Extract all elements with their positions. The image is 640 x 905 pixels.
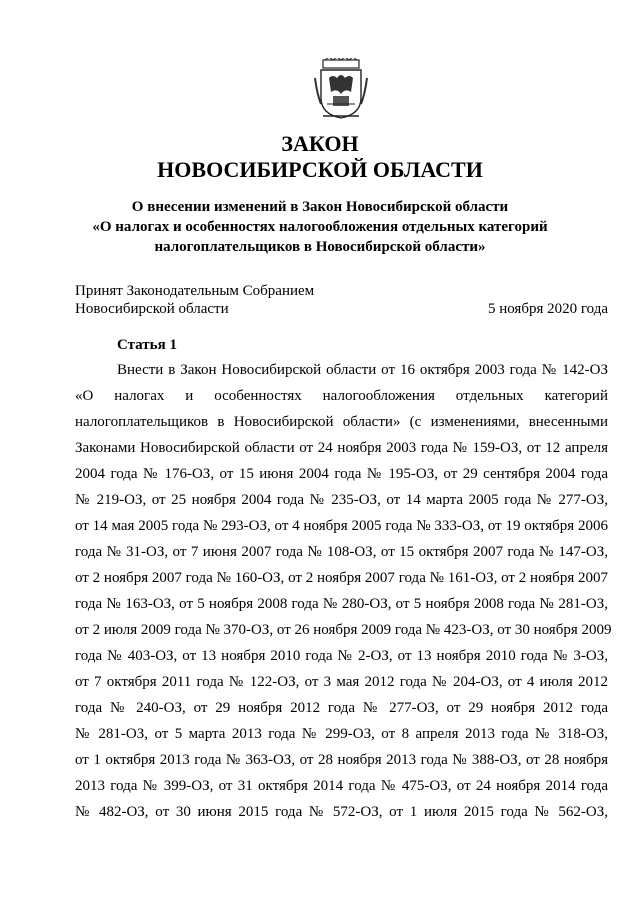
article-line: года № 403-ОЗ, от 13 ноября 2010 года № 2-ОЗ, от 13 ноября 2010 года № 3-ОЗ,	[75, 648, 608, 664]
article-body	[75, 357, 612, 825]
coat-of-arms-icon	[313, 58, 369, 120]
article-line: 2013 года № 399-ОЗ, от 31 октября 2014 года № 475-ОЗ, от 24 ноября 2014 года	[75, 778, 608, 794]
adopted-by-line: Принят Законодательным Собранием	[75, 283, 315, 299]
article-line: «О налогах и особенностях налогообложения отдельных категорий	[75, 388, 608, 404]
law-region-title: НОВОСИБИРСКОЙ ОБЛАСТИ	[157, 157, 483, 182]
article-line: 2004 года № 176-ОЗ, от 15 июня 2004 года № 195-ОЗ, от 29 сентября 2004 года	[75, 466, 608, 482]
law-title: ЗАКОН	[281, 131, 359, 156]
subtitle-line: налогоплательщиков в Новосибирской области»	[154, 239, 486, 255]
article-line: года № 240-ОЗ, от 29 ноября 2012 года № 277-ОЗ, от 29 ноября 2012 года	[75, 700, 608, 716]
article-line: № 281-ОЗ, от 5 марта 2013 года № 299-ОЗ, от 8 апреля 2013 года № 318-ОЗ,	[75, 726, 608, 742]
article-line: от 2 июля 2009 года № 370-ОЗ, от 26 ноября 2009 года № 423-ОЗ, от 30 ноября 2009	[75, 622, 612, 638]
article-line: года № 163-ОЗ, от 5 ноября 2008 года № 280-ОЗ, от 5 ноября 2008 года № 281-ОЗ,	[75, 596, 608, 612]
article-line: года № 31-ОЗ, от 7 июня 2007 года № 108-ОЗ, от 15 октября 2007 года № 147-ОЗ,	[75, 544, 608, 560]
article-line: налогоплательщиков в Новосибирской области» (с изменениями, внесенными	[75, 414, 608, 430]
article-line: от 7 октября 2011 года № 122-ОЗ, от 3 мая 2012 года № 204-ОЗ, от 4 июля 2012	[75, 674, 608, 690]
article-line: № 219-ОЗ, от 25 ноября 2004 года № 235-ОЗ, от 14 марта 2005 года № 277-ОЗ,	[75, 492, 608, 508]
subtitle-line: О внесении изменений в Закон Новосибирской области	[131, 199, 509, 215]
subtitle-line: «О налогах и особенностях налогообложения отдельных категорий	[92, 219, 548, 235]
adoption-date: 5 ноября 2020 года	[487, 301, 608, 317]
adopted-by-region: Новосибирской области	[75, 301, 229, 317]
article-line: № 482-ОЗ, от 30 июня 2015 года № 572-ОЗ, от 1 июля 2015 года № 562-ОЗ,	[75, 804, 608, 820]
article-line: Законами Новосибирской области от 24 ноября 2003 года № 159-ОЗ, от 12 апреля	[75, 440, 608, 456]
article-heading: Статья 1	[117, 337, 177, 353]
article-line: от 2 ноября 2007 года № 160-ОЗ, от 2 ноября 2007 года № 161-ОЗ, от 2 ноября 2007	[75, 570, 608, 586]
article-line: от 1 октября 2013 года № 363-ОЗ, от 28 ноября 2013 года № 388-ОЗ, от 28 ноября	[75, 752, 608, 768]
article-line: Внести в Закон Новосибирской области от 16 октября 2003 года № 142-ОЗ	[117, 362, 608, 378]
article-line: от 14 мая 2005 года № 293-ОЗ, от 4 ноября 2005 года № 333-ОЗ, от 19 октября 2006	[75, 518, 608, 534]
